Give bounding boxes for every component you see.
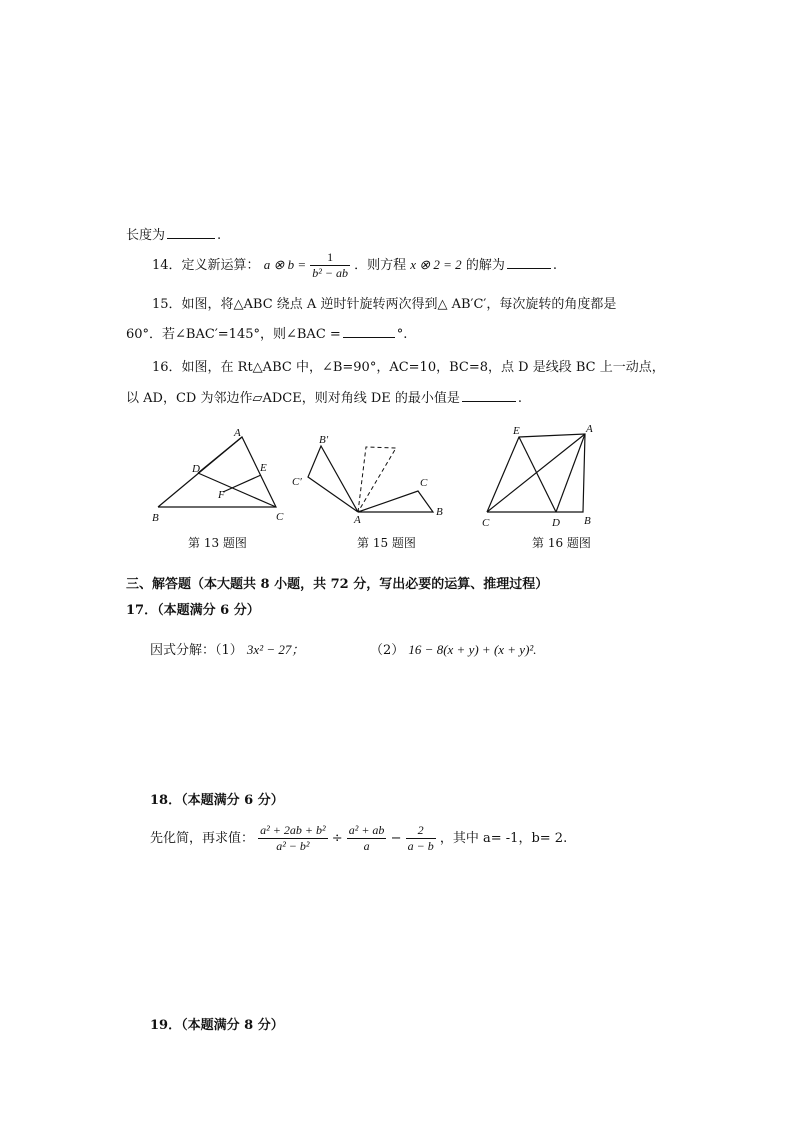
q18-tail: ，其中 a= -1，b= 2. [439,831,568,846]
q14-op-lhs: a ⊗ b = [263,257,307,272]
q18-body [150,823,567,854]
fig15-caption: 第 15 题图 [357,536,416,550]
fig15-label-b: B [436,506,443,518]
q16-answer-blank [462,400,516,402]
fig13-label-d: D [192,463,200,475]
q15-line2 [126,327,407,343]
q17-expr1: 3x² − 27； [246,642,305,657]
fig13-label-c: C [276,511,284,523]
q14-frac-den: b² − ab [312,266,348,280]
figure-16 [474,420,604,530]
q17-header: 17．（本题满分 6 分） [126,603,260,618]
q14-equation: x ⊗ 2 = 2 [410,257,462,272]
q19-header: 19．（本题满分 8 分） [150,1018,284,1033]
q14-tail: 的解为 [465,258,505,273]
fig13-label-b: B [152,512,159,524]
q18-f1-den: a² − b² [276,839,310,853]
q13-tail-line [126,228,221,244]
q18-f2-num: a² + ab [348,823,385,837]
q16-line2b: . [517,391,523,406]
q18-header: 18．（本题满分 6 分） [150,793,284,808]
figure-15 [288,425,453,525]
q15-line2a: 60°．若∠BAC′=145°，则∠BAC = [126,327,341,342]
q18-minus: − [390,831,402,846]
q13-answer-blank [167,237,215,239]
q17-body [150,642,304,659]
fig16-caption: 第 16 题图 [532,536,591,550]
fig13-caption: 第 13 题图 [188,536,247,550]
q16-line2 [126,391,522,407]
fig13-label-a: A [234,427,241,439]
q18-text: 先化简，再求值： [150,831,255,846]
q14-fraction [310,250,350,281]
q14-line [152,250,557,281]
q15-line1: 15．如图，将△ABC 绕点 A 逆时针旋转两次得到△ AB′C′，每次旋转的角度都是 [152,297,617,312]
q14-frac-num: 1 [310,250,350,266]
q18-f1-num: a² + 2ab + b² [260,823,326,837]
q14-end: . [552,258,557,273]
figure-13 [148,425,290,525]
q14-mid: ．则方程 [354,258,407,273]
fig16-label-e: E [513,425,520,437]
q18-f3-den: a − b [407,839,434,853]
q17-text: 因式分解：（1） [150,643,243,658]
fig15-label-bprime: B′ [319,434,329,446]
q17-expr2: 16 − 8(x + y) + (x + y)². [408,642,537,657]
q14-answer-blank [507,267,551,269]
q18-fraction-2 [347,823,387,854]
q17-part2 [370,642,537,659]
q14-number: 14．定义新运算： [152,258,260,273]
fig16-label-a: A [586,423,593,435]
q18-fraction-3 [406,823,436,854]
q13-tail-text: 长度为 [126,228,166,243]
fig16-label-d: D [552,517,560,529]
q16-line2a: 以 AD，CD 为邻边作▱ADCE，则对角线 DE 的最小值是 [126,391,460,406]
q18-divide: ÷ [331,831,343,846]
fig16-label-b: B [584,515,591,527]
fig13-label-f: F [218,489,225,501]
q16-line1: 16．如图，在 Rt△ABC 中，∠B=90°，AC=10，BC=8，点 D 是线段 BC 上一动点， [152,360,665,375]
q18-f2-den: a [363,839,370,853]
fig15-label-a: A [354,514,361,525]
fig16-label-c: C [482,517,490,529]
q15-line2b: °. [396,327,408,342]
q18-fraction-1 [258,823,327,854]
q13-tail-end: . [217,228,222,243]
q18-f3-num: 2 [406,823,436,839]
section3-heading: 三、解答题（本大题共 8 小题，共 72 分，写出必要的运算、推理过程） [126,577,549,592]
q15-answer-blank [343,336,395,338]
fig15-label-cprime: C′ [292,476,302,488]
fig13-label-e: E [260,462,267,474]
fig15-label-c: C [420,477,428,489]
q17-part2-label: （2） [370,643,405,658]
